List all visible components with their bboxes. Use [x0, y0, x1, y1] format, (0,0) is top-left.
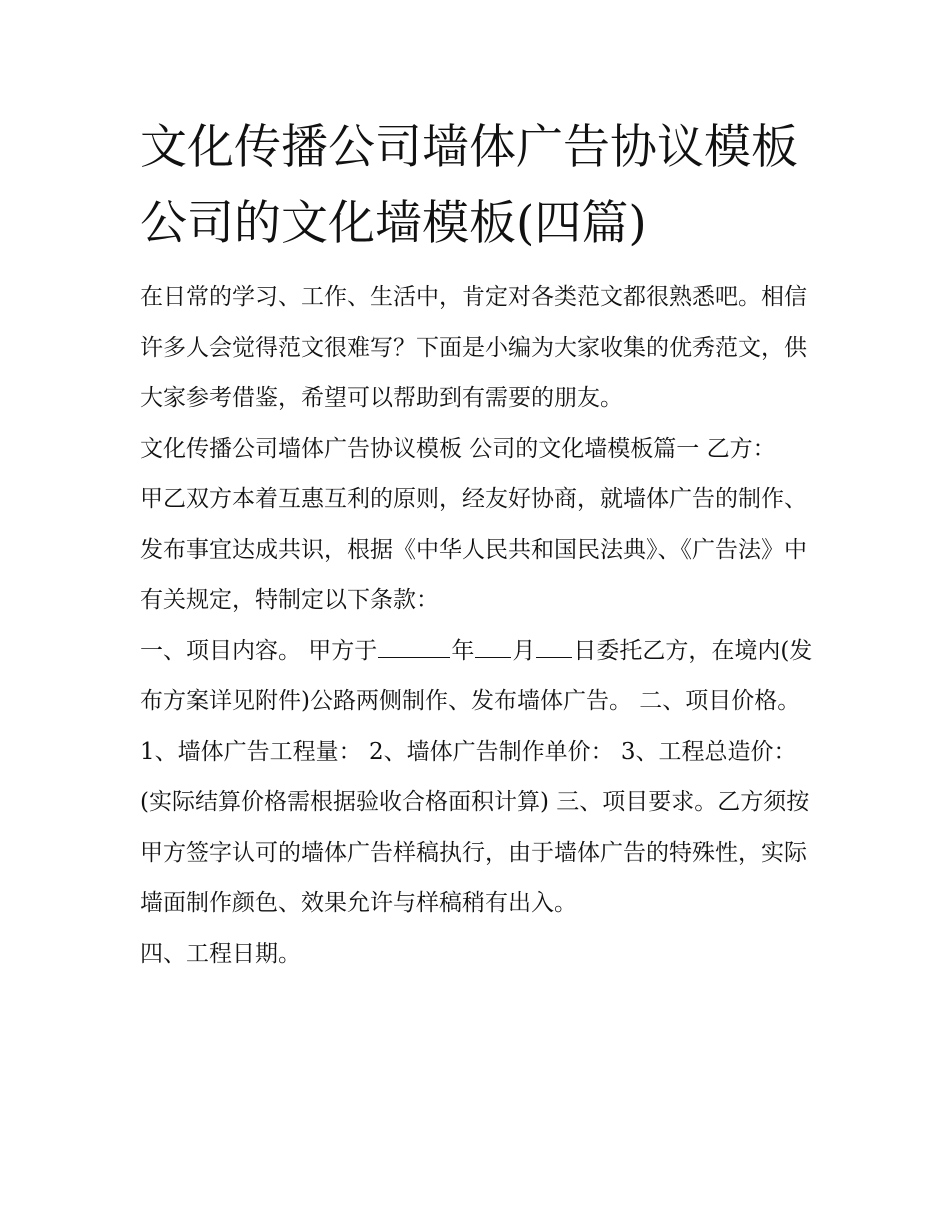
document-title: 文化传播公司墙体广告协议模板 公司的文化墙模板(四篇) — [140, 120, 798, 251]
year-label: 年 — [451, 637, 475, 664]
month-blank — [475, 635, 511, 658]
item-one-paragraph — [140, 626, 820, 727]
intro-paragraph: 在日常的学习、工作、生活中，肯定对各类范文都很熟悉吧。相信许多人会觉得范文很难写？下面是小编为大家收集的优秀范文，供大家参考借鉴，希望可以帮助到有需要的朋友。 — [140, 284, 807, 411]
day-blank — [536, 635, 572, 658]
date-paragraph: 四、工程日期。 — [140, 940, 301, 967]
agreement-paragraph: 甲乙双方本着互惠互利的原则，经友好协商，就墙体广告的制作、发布事宜达成共识，根据《中华人民共和国民法典》、《广告法》中有关规定，特制定以下条款： — [140, 486, 807, 613]
price-paragraph: 1、墙体广告工程量： 2、墙体广告制作单价： 3、工程总造价：(实际结算价格需根据验收合格面积计算) 三、项目要求。乙方须按甲方签字认可的墙体广告样稿执行，由于墙体广告的特殊性，实际墙面制作颜色、效果允许与样稿稍有出入。 — [140, 738, 810, 916]
month-label: 月 — [512, 637, 536, 664]
item-one-prefix: 一、项目内容。 甲方于 — [140, 637, 378, 664]
year-blank — [378, 635, 450, 658]
document-page — [140, 110, 820, 979]
item-one-rest: 日委托乙方，在境内(发布方案详见附件)公路两侧制作、发布墙体广告。 二、项目价格。 — [140, 637, 813, 714]
section-heading: 文化传播公司墙体广告协议模板 公司的文化墙模板篇一 乙方： — [140, 435, 776, 462]
